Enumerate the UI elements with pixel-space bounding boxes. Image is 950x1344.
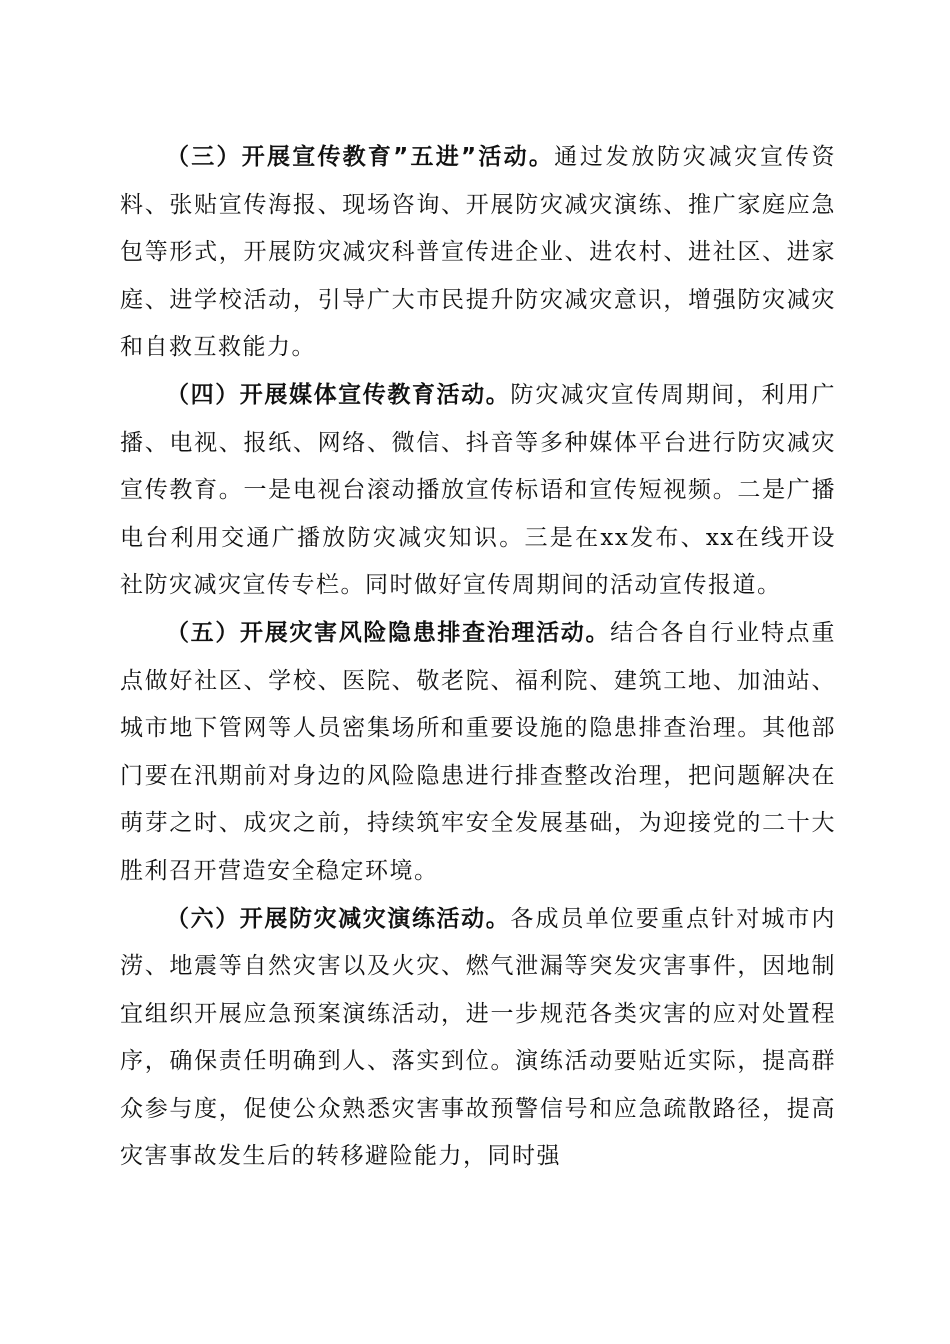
paragraph-heading: （三）开展宣传教育”五进”活动。 — [166, 144, 555, 170]
paragraph-heading: （四）开展媒体宣传教育活动。 — [166, 381, 511, 408]
paragraph-text: 防灾减灾宣传周期间，利用广播、电视、报纸、网络、微信、抖音等多种媒体平台进行防灾减灾宣传教育。一是电视台滚动播放宣传标语和宣传短视频。二是广播电台利用交通广播放防灾减灾知识。三是在xx发布、xx在线开设社防灾减灾宣传专栏。同时做好宣传周期间的活动宣传报道。 — [120, 381, 837, 599]
document-body — [120, 134, 836, 1181]
paragraph-section-5 — [120, 610, 836, 896]
paragraph-section-6 — [120, 896, 836, 1182]
paragraph-text: 结合各自行业特点重点做好社区、学校、医院、敬老院、福利院、建筑工地、加油站、城市地下管网等人员密集场所和重要设施的隐患排查治理。其他部门要在汛期前对身边的风险隐患进行排查整改治理，把问题解决在萌芽之时、成灾之前，持续筑牢安全发展基础，为迎接党的二十大胜利召开营造安全稳定环境。 — [120, 619, 837, 884]
paragraph-heading: （五）开展灾害风险隐患排查治理活动。 — [166, 619, 611, 646]
paragraph-heading: （六）开展防灾减灾演练活动。 — [166, 905, 511, 932]
paragraph-text: 通过发放防灾减灾宣传资料、张贴宣传海报、现场咨询、开展防灾减灾演练、推广家庭应急包等形式，开展防灾减灾科普宣传进企业、进农村、进社区、进家庭、进学校活动，引导广大市民提升防灾减灾意识，增强防灾减灾和自救互救能力。 — [120, 144, 837, 361]
paragraph-section-3 — [120, 134, 836, 372]
paragraph-section-4 — [120, 372, 836, 610]
paragraph-text: 各成员单位要重点针对城市内涝、地震等自然灾害以及火灾、燃气泄漏等突发灾害事件，因地制宜组织开展应急预案演练活动，进一步规范各类灾害的应对处置程序，确保责任明确到人、落实到位。演练活动要贴近实际，提高群众参与度，促使公众熟悉灾害事故预警信号和应急疏散路径，提高灾害事故发生后的转移避险能力，同时强 — [120, 905, 837, 1170]
